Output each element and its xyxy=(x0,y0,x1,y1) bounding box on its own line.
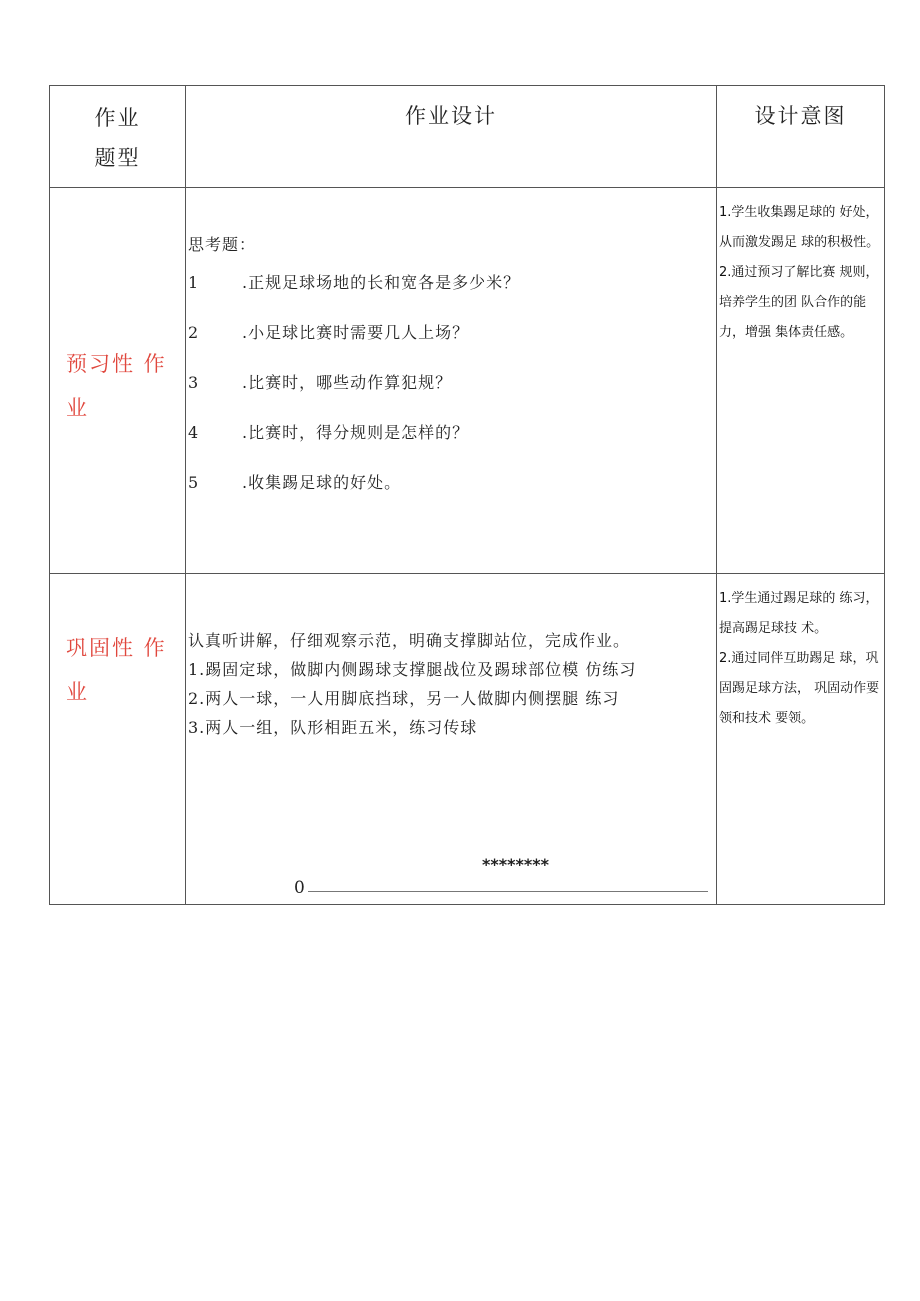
header-intent-label: 设计意图 xyxy=(754,104,847,128)
consolidate-item-1: 1.踢固定球，做脚内侧踢球支撑腿战位及踢球部位模 仿练习 xyxy=(188,660,637,679)
header-design-label: 作业设计 xyxy=(405,104,497,128)
question-item: 3 .比赛时，哪些动作算犯规？ xyxy=(188,373,453,392)
question-item: 5 .收集踢足球的好处。 xyxy=(188,473,402,492)
question-item: 1 .正规足球场地的长和宽各是多少米？ xyxy=(188,273,521,292)
header-design-cell xyxy=(186,86,717,188)
header-intent-cell xyxy=(717,86,885,188)
stars-separator: ******** xyxy=(482,855,549,874)
header-type-cell xyxy=(50,86,186,188)
consolidate-intro: 认真听讲解，仔细观察示范，明确支撑脚站位，完成作业。 xyxy=(188,631,631,650)
consolidate-type-label: 巩固性 作业 xyxy=(66,636,167,704)
preview-type-cell xyxy=(50,188,186,574)
consolidate-row xyxy=(50,574,885,905)
underline xyxy=(308,891,708,892)
header-row xyxy=(50,86,885,188)
consolidate-design-cell xyxy=(186,574,717,905)
homework-table xyxy=(49,85,885,905)
consolidate-item-3: 3.两人一组，队形相距五米，练习传球 xyxy=(188,718,478,737)
header-type-label: 作业 题型 xyxy=(94,106,141,170)
zero-text: 0 xyxy=(294,878,306,898)
consolidate-intent-2: 2.通过同伴互助踢足 球，巩固踢足球方法， 巩固动作要领和技术 要领。 xyxy=(719,651,880,726)
consolidate-intent-cell xyxy=(717,574,885,905)
preview-intent-1: 1.学生收集踢足球的 好处，从而激发踢足 球的积极性。 xyxy=(719,205,880,250)
consolidate-type-cell xyxy=(50,574,186,905)
zero-underline xyxy=(294,874,708,898)
question-item: 4 .比赛时，得分规则是怎样的？ xyxy=(188,423,470,442)
consolidate-intent-1: 1.学生通过踢足球的 练习，提高踢足球技 术。 xyxy=(719,591,879,636)
consolidate-item-2: 2.两人一球，一人用脚底挡球，另一人做脚内侧摆腿 练习 xyxy=(188,689,620,708)
preview-intent-2: 2.通过预习了解比赛 规则，培养学生的团 队合作的能力，增强 集体责任感。 xyxy=(719,265,879,340)
preview-type-label: 预习性 作业 xyxy=(66,352,167,420)
question-item: 2 .小足球比赛时需要几人上场？ xyxy=(188,323,470,342)
preview-design-cell xyxy=(186,188,717,574)
preview-row xyxy=(50,188,885,574)
preview-title: 思考题： xyxy=(188,235,257,254)
preview-intent-cell xyxy=(717,188,885,574)
